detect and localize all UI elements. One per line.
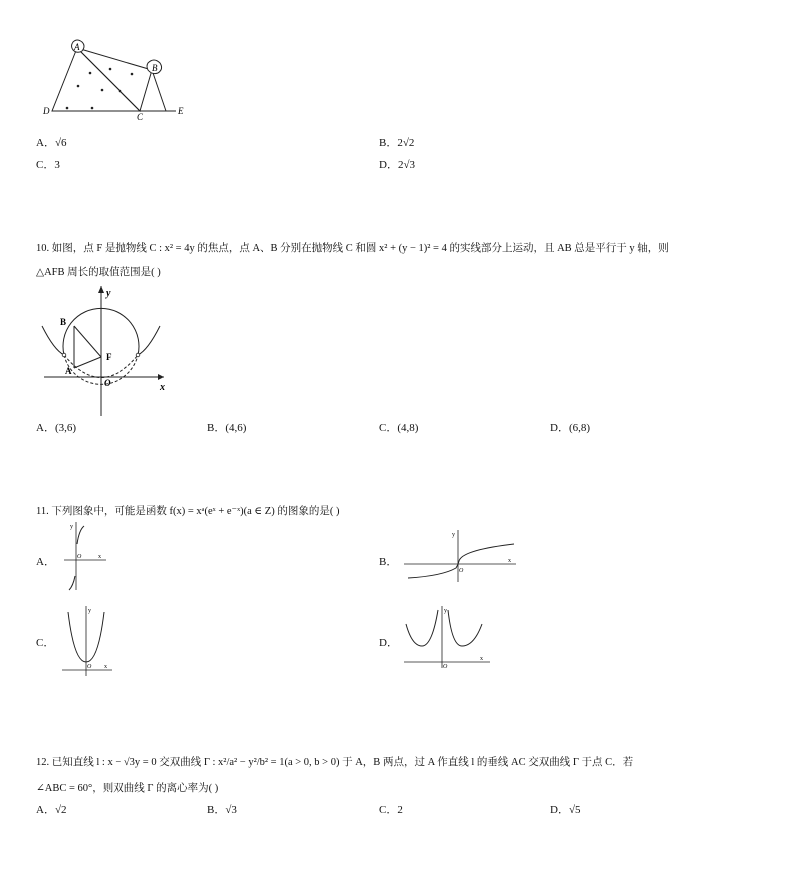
q10-text-line2: △AFB 周长的取值范围是( ): [36, 267, 161, 278]
svg-text:O: O: [77, 554, 82, 560]
q9-dots: [66, 68, 134, 110]
q9-label-d: D: [43, 106, 50, 116]
q10-text-line1: 10. 如图，点 F 是抛物线 C : x² = 4y 的焦点，点 A、B 分别在抛物线 C 和圆 x² + (y − 1)² = 4 的实线部分上运动，且 AB 总是平行于 y 轴，则: [36, 243, 669, 254]
q10-label-a: A: [65, 366, 72, 376]
svg-text:x: x: [104, 664, 107, 670]
q9-label-b: B: [152, 63, 158, 73]
q9-option-c[interactable]: C．3: [36, 159, 60, 171]
svg-text:x: x: [98, 554, 101, 560]
svg-text:O: O: [87, 664, 92, 670]
q9-figure: [40, 36, 190, 120]
q10-option-c[interactable]: C．(4,8): [379, 422, 419, 434]
q11-option-a[interactable]: A．: [36, 556, 55, 568]
svg-text:O: O: [443, 664, 448, 670]
svg-text:y: y: [444, 608, 447, 614]
q10-label-x: x: [160, 382, 165, 393]
q11-option-d[interactable]: D．: [379, 637, 398, 649]
q11-graph-b[interactable]: [402, 528, 518, 584]
q9-triangle-right: [77, 48, 152, 111]
q12-option-a[interactable]: A．√2: [36, 804, 67, 816]
svg-text:x: x: [480, 656, 483, 662]
svg-text:y: y: [70, 524, 73, 530]
q10-option-a[interactable]: A．(3,6): [36, 422, 77, 434]
q11-graph-a[interactable]: [62, 520, 108, 592]
svg-text:x: x: [508, 558, 511, 564]
q9-option-d[interactable]: D．2√3: [379, 159, 415, 171]
q11-option-b[interactable]: B．: [379, 556, 398, 568]
q10-label-b: B: [60, 317, 67, 327]
q11-text-line1: 11. 下列图象中，可能是函数 f(x) = xᵃ(eˣ + e⁻ˣ)(a ∈ Z) 的图象的是( ): [36, 506, 340, 517]
q10-figure: [38, 282, 174, 420]
q12-option-c[interactable]: C．2: [379, 804, 403, 816]
q9-triangle-left: [52, 48, 140, 111]
svg-text:y: y: [88, 608, 91, 614]
q11-option-c[interactable]: C．: [36, 637, 55, 649]
q9-label-e: E: [178, 106, 184, 116]
svg-text:y: y: [452, 532, 455, 538]
q10-label-y: y: [106, 288, 111, 299]
q9-option-a[interactable]: A．√6: [36, 137, 67, 149]
q9-label-c: C: [137, 112, 144, 120]
q10-parabola-left: [42, 326, 64, 355]
q11-graph-d[interactable]: [402, 604, 492, 670]
q10-label-o: O: [104, 378, 111, 388]
q12-option-d[interactable]: D．√5: [550, 804, 581, 816]
q12-text-line1: 12. 已知直线 l : x − √3y = 0 交双曲线 Γ : x²/a² − y²/b² = 1(a > 0, b > 0) 于 A，B 两点，过 A 作直线 l 的垂线 AC 交双曲线 Γ 于点 C．若: [36, 757, 634, 768]
q10-option-d[interactable]: D．(6,8): [550, 422, 591, 434]
q11-graph-c[interactable]: [60, 604, 114, 676]
svg-text:O: O: [459, 568, 464, 574]
q12-option-b[interactable]: B．√3: [207, 804, 237, 816]
q10-option-b[interactable]: B．(4,6): [207, 422, 247, 434]
q9-label-a: A: [74, 42, 80, 52]
q10-parabola-right: [138, 326, 160, 355]
q12-text-line2: ∠ABC = 60°，则双曲线 Γ 的离心率为( ): [36, 783, 219, 794]
q9-option-b[interactable]: B．2√2: [379, 137, 415, 149]
q10-label-f: F: [106, 352, 112, 362]
